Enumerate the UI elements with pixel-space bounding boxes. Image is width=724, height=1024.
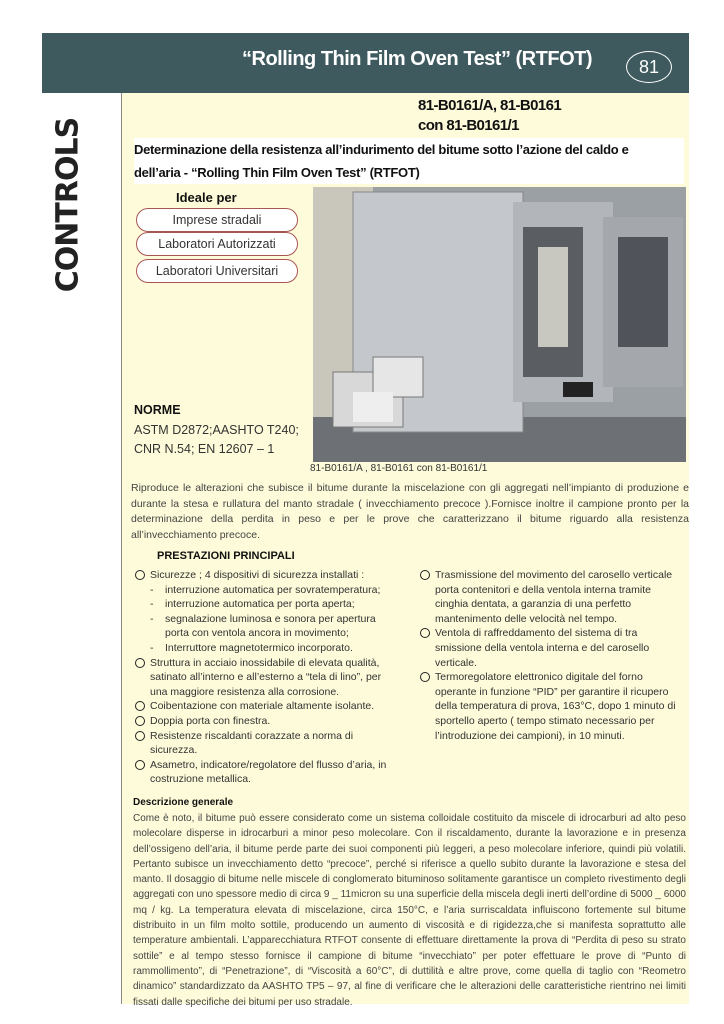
feature-item: Termoregolatore elettronico digitale del forno operante in funzione “PID” per garantire il ricupero della temperatura di prova, 163°C, dopo 1 minuto di sportello aperto ( tempo stimato necessario per l’introduzione dei campioni), in 10 minuti.: [418, 670, 678, 743]
feature-item: Doppia porta con finestra.: [133, 714, 398, 729]
feature-item: Ventola di raffreddamento del sistema di tra smissione della ventola interna e del carosello verticale.: [418, 626, 678, 670]
oven-illustration: [313, 187, 686, 462]
norme-line1: ASTM D2872;AASHTO T240;: [134, 423, 299, 437]
feature-subitem: - segnalazione luminosa e sonora per apertura porta con ventola ancora in movimento;: [150, 612, 376, 640]
feature-item: Resistenze riscaldanti corazzate a norma di sicurezza.: [133, 729, 398, 758]
circle-bullet-icon: [135, 570, 145, 580]
subtitle-line1: Determinazione della resistenza all’indurimento del bitume sotto l’azione del caldo e: [134, 142, 629, 157]
product-code-line1: 81-B0161/A, 81-B0161: [418, 97, 562, 114]
subtitle: [134, 138, 684, 184]
page-title: “Rolling Thin Film Oven Test” (RTFOT): [242, 48, 592, 70]
ideal-item: Imprese stradali: [136, 208, 298, 232]
divider: [121, 93, 122, 1004]
feature-item: Struttura in acciaio inossidabile di elevata qualità, satinato all’interno e all’esterno a “tela di lino”, per una maggiore resistenza alla corrosione.: [133, 656, 398, 700]
feature-subitem: - interruzione automatica per sovratemperatura;: [150, 583, 381, 596]
circle-bullet-icon: [420, 628, 430, 638]
circle-bullet-icon: [135, 760, 145, 770]
circle-bullet-icon: [420, 570, 430, 580]
header-band: [42, 33, 689, 93]
norme-line2: CNR N.54; EN 12607 – 1: [134, 442, 275, 456]
photo-caption: 81-B0161/A , 81-B0161 con 81-B0161/1: [310, 463, 488, 474]
feature-subitem: - interruzione automatica per porta aperta;: [150, 598, 355, 611]
norme-heading: NORME: [134, 403, 181, 417]
circle-bullet-icon: [135, 701, 145, 711]
ideal-item: Laboratori Autorizzati: [136, 232, 298, 256]
feature-subitem: - Interruttore magnetotermico incorporato.: [150, 641, 353, 654]
prestazioni-left-column: [133, 568, 398, 787]
description-paragraph: Come è noto, il bitume può essere considerato come un sistema colloidale costituito da miscele di idrocarburi ad alto peso molecolare disperse in idrocarburi a minor peso molecolare. Con il riscaldamento, durante la lavorazione e in presenza dell’ossigeno dell’aria, il bitume perde parte dei suoi componenti più leggeri, a peso molecolare inferiore, quindi più volatili. Pertanto subisce un invecchiamento detto “precoce”, perché si riferisce a quello subito durante la lavorazione e stesa del manto. Il dosaggio di bitume nelle miscele di conglomerato bituminoso solitamente garantisce un completo rivestimento degli aggregati con uno spessore medio di circa 9 _ 11micron su una superficie della miscela degli inerti dell’ordine di 5000 _ 6000 mq / kg. La temperatura elevata di miscelazione, circa 150°C, e l’aria surriscaldata influiscono fortemente sul bitume distribuito in un film molto sottile, producendo un aumento di viscosità e di rigidezza,che si manifesta soprattutto alle temperature ambientali. L’apparecchiatura RTFOT consente di effettuare direttamente la prova di “Perdita di peso su strato sottile” e al tempo stesso fornisce il campione di bitume “invecchiato” per poter effettuare le prove di “Punto di rammollimento”, di “Penetrazione”, di “Viscosità a 60°C”, di duttilità e altre prove, come quella di taglio con “Reometro dinamico” standardizzato da AASHTO TP5 – 97, al fine di verificare che le alterazioni delle caratteristiche rientrino nei limiti fissati dalle specifiche dei bitumi per uso stradale.: [133, 813, 686, 1008]
circle-bullet-icon: [135, 716, 145, 726]
circle-bullet-icon: [135, 658, 145, 668]
prestazioni-right-column: [418, 568, 678, 743]
feature-item: Trasmissione del movimento del carosello verticale porta contenitori e della ventola interna tramite cinghia dentata, a garanzia di una perfetto mantenimento delle velocità nel tempo.: [418, 568, 678, 626]
feature-item: Asametro, indicatore/regolatore del flusso d’aria, in costruzione metallica.: [133, 758, 398, 787]
intro-paragraph: Riproduce le alterazioni che subisce il bitume durante la miscelazione con gli aggregati nell’impianto di produzione e durante la stesa e rullatura del manto stradale ( invecchiamento precoce ).Fornisce inoltre il campione pronto per la determinazione della perdita in peso e per le prove che caratterizzano il bitume riguardo alla resistenza all’invecchiamento precoce.: [131, 482, 689, 541]
product-photo: [313, 187, 686, 462]
circle-bullet-icon: [420, 672, 430, 682]
ideal-item: Laboratori Universitari: [136, 259, 298, 283]
feature-item: Sicurezze ; 4 dispositivi di sicurezza installati :: [133, 568, 398, 583]
circle-bullet-icon: [135, 731, 145, 741]
brand-logo: CONTROLS: [50, 117, 86, 293]
description-heading: Descrizione generale: [133, 797, 234, 808]
norme-text: [134, 421, 314, 459]
feature-item: Coibentazione con materiale altamente isolante.: [133, 699, 398, 714]
ideal-label: Ideale per: [176, 190, 237, 205]
prestazioni-heading: PRESTAZIONI PRINCIPALI: [157, 550, 295, 562]
page-number: 81: [626, 51, 672, 83]
subtitle-line2: dell’aria - “Rolling Thin Film Oven Test” (RTFOT): [134, 165, 420, 180]
product-code-line2: con 81-B0161/1: [418, 117, 519, 134]
